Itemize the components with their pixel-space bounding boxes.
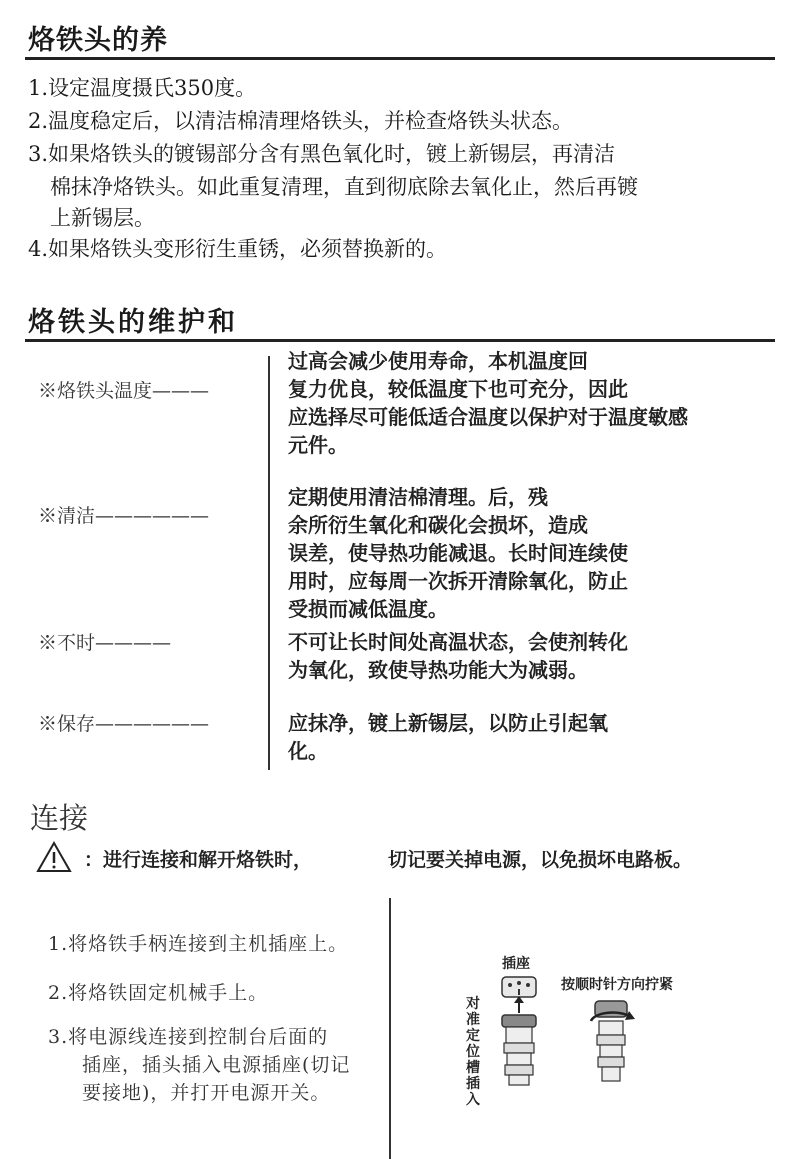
- figure-align-label: 对准定位槽插入: [466, 996, 480, 1108]
- figure-twist-label: 按顺时针方向拧紧: [561, 977, 673, 993]
- warning-triangle-icon: [36, 841, 72, 873]
- twist-plug-illustration: [585, 995, 637, 1090]
- section-title-connection: 连接: [30, 801, 89, 835]
- maintenance-item-2: 2.温度稳定后，以清洁棉清理烙铁头，并检查烙铁头状态。: [28, 109, 574, 133]
- care-desc-cleaning-line-2: 余所衍生氧化和碳化会损坏，造成: [288, 513, 588, 537]
- care-label-cleaning: ※清洁——————: [38, 505, 210, 527]
- maintenance-item-3-line-3: 上新锡层。: [50, 206, 155, 230]
- maintenance-item-3-line-2: 棉抹净烙铁头。如此重复清理，直到彻底除去氧化止，然后再镀: [50, 175, 638, 199]
- warning-text-part-1: ：进行连接和解开烙铁时，: [84, 849, 313, 871]
- connection-step-2: 2.将烙铁固定机械手上。: [48, 982, 269, 1004]
- connection-step-3-line-3: 要接地)，并打开电源开关。: [82, 1082, 331, 1104]
- figure-socket-label: 插座: [502, 956, 530, 972]
- maintenance-item-1: 1.设定温度摄氏350度。: [28, 76, 257, 100]
- care-desc-storage-line-1: 应抹净，镀上新锡层，以防止引起氧: [288, 711, 608, 735]
- care-desc-cleaning-line-5: 受损而减低温度。: [288, 597, 448, 621]
- care-desc-cleaning-line-3: 误差，使导热功能减退。长时间连续使: [288, 541, 628, 565]
- care-desc-temperature-line-3: 应选择尽可能低适合温度以保护对于温度敏感: [288, 405, 688, 429]
- care-desc-temperature-line-4: 元件。: [288, 433, 348, 457]
- section-title-care: 烙铁头的维护和: [28, 307, 238, 338]
- care-desc-cleaning-line-1: 定期使用清洁棉清理。后，残: [288, 485, 548, 509]
- connection-step-3-line-1: 3.将电源线连接到控制台后面的: [48, 1026, 329, 1048]
- connection-step-3-line-2: 插座，插头插入电源插座(切记: [82, 1054, 351, 1076]
- care-label-storage: ※保存——————: [38, 713, 210, 735]
- care-table-vertical-line: [268, 356, 270, 770]
- connection-step-1: 1.将烙铁手柄连接到主机插座上。: [48, 933, 349, 955]
- care-desc-temperature-line-2: 复力优良，较低温度下也可充分，因此: [288, 377, 628, 401]
- care-desc-idle-line-2: 为氧化，致使导热功能大为减弱。: [288, 658, 588, 682]
- maintenance-item-3-line-1: 3.如果烙铁头的镀锡部分含有黑色氧化时，镀上新锡层，再清洁: [28, 142, 616, 166]
- connection-divider-line: [389, 898, 391, 1159]
- socket-plug-illustration: [490, 975, 550, 1087]
- section-title-maintenance: 烙铁头的养: [28, 25, 168, 56]
- care-label-idle: ※不时————: [38, 632, 172, 654]
- section-divider: [25, 339, 775, 342]
- warning-text-part-2: 切记要关掉电源，以免损坏电路板。: [388, 849, 693, 871]
- care-label-temperature: ※烙铁头温度———: [38, 380, 210, 402]
- care-desc-temperature-line-1: 过高会减少使用寿命，本机温度回: [288, 349, 588, 373]
- section-divider: [25, 57, 775, 60]
- maintenance-item-4: 4.如果烙铁头变形衍生重锈，必须替换新的。: [28, 237, 448, 261]
- care-desc-storage-line-2: 化。: [288, 739, 328, 763]
- care-desc-cleaning-line-4: 用时，应每周一次拆开清除氧化，防止: [288, 569, 628, 593]
- care-desc-idle-line-1: 不可让长时间处高温状态，会使剂转化: [288, 630, 628, 654]
